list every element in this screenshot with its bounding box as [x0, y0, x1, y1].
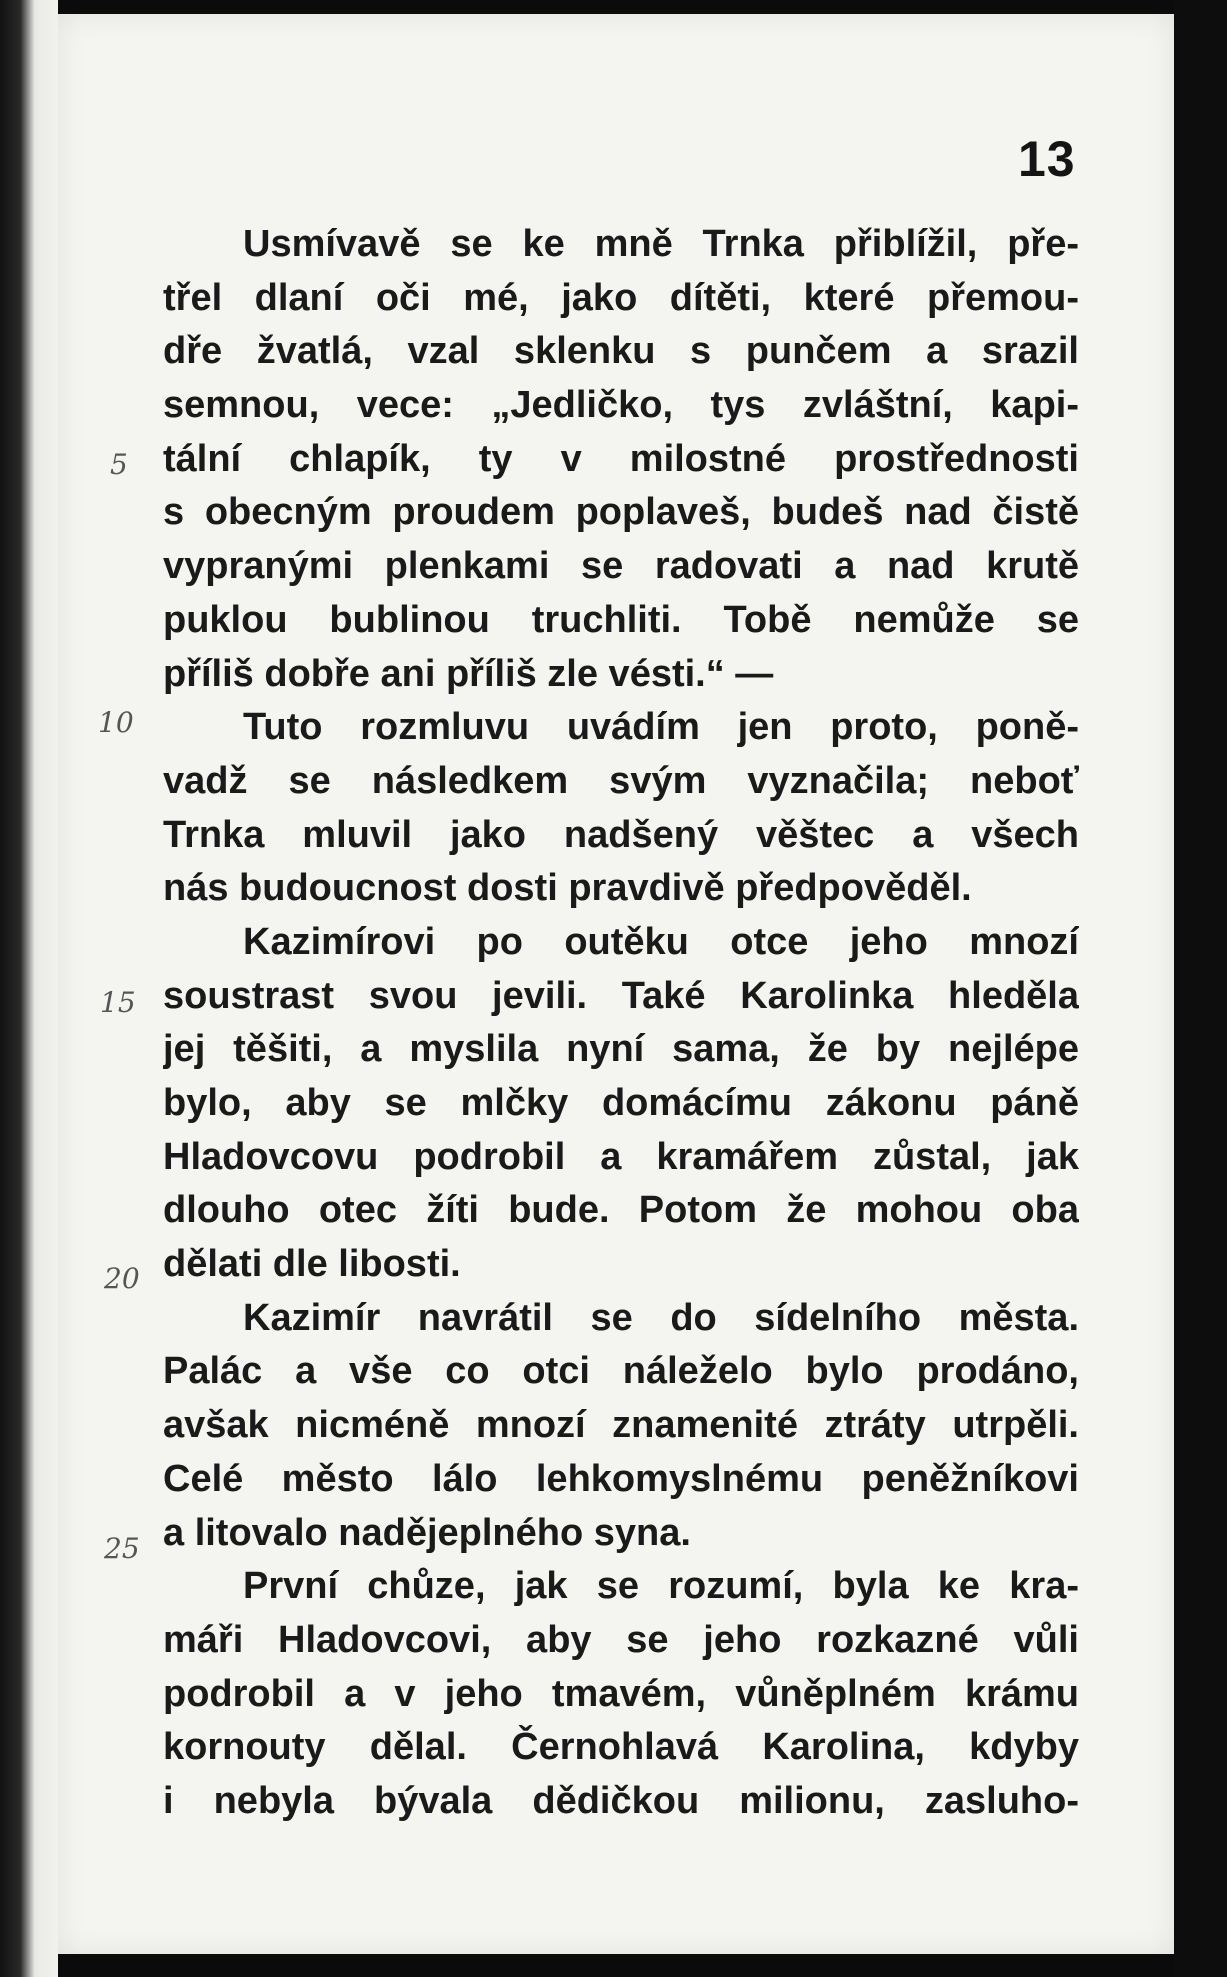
text-line: Celé město lálo lehkomyslnému peněžníkovi: [163, 1457, 1079, 1500]
text-line: dělati dle libosti.: [163, 1243, 461, 1286]
text-line: dlouho otec žíti bude. Potom že mohou oba: [163, 1189, 1079, 1232]
text-line: třel dlaní oči mé, jako dítěti, které přemou-: [163, 276, 1079, 319]
margin-line-number: 15: [100, 986, 136, 1019]
text-line: avšak nicméně mnozí znamenité ztráty utrpěli.: [163, 1404, 1079, 1447]
text-line: bylo, aby se mlčky domácímu zákonu páně: [163, 1082, 1079, 1124]
text-line: máři Hladovcovi, aby se jeho rozkazné vůli: [163, 1618, 1079, 1661]
text-line: příliš dobře ani příliš zle vésti.“ —: [163, 652, 774, 695]
book-spine-shadow: [0, 0, 58, 1977]
text-line: vadž se následkem svým vyznačila; neboť: [163, 759, 1079, 802]
text-line: Kazimír navrátil se do sídelního města.: [243, 1296, 1079, 1339]
text-line: vypranými plenkami se radovati a nad krutě: [163, 545, 1079, 588]
text-line: nás budoucnost dosti pravdivě předpověděl.: [163, 867, 972, 910]
text-line: Trnka mluvil jako nadšený věštec a všech: [163, 813, 1079, 856]
text-line: puklou bublinou truchliti. Tobě nemůže se: [163, 598, 1079, 641]
text-line: a litovalo nadějeplného syna.: [163, 1511, 691, 1554]
page-number: 13: [1018, 131, 1076, 187]
text-line: První chůze, jak se rozumí, byla ke kra-: [243, 1565, 1079, 1608]
body-text: [163, 218, 1079, 1829]
text-line: i nebyla bývala dědičkou milionu, zasluho-: [163, 1779, 1079, 1822]
text-line: Kazimírovi po outěku otce jeho mnozí: [243, 920, 1079, 963]
page-edge-shadow: [1174, 0, 1227, 1977]
text-line: podrobil a v jeho tmavém, vůněplném krámu: [163, 1672, 1079, 1715]
text-line: semnou, vece: „Jedličko, tys zvláštní, kapi-: [163, 384, 1079, 427]
text-line: Hladovcovu podrobil a kramářem zůstal, jak: [163, 1135, 1079, 1178]
text-line: s obecným proudem poplaveš, budeš nad čistě: [163, 491, 1079, 534]
margin-line-number: 20: [104, 1262, 140, 1295]
text-line: Palác a vše co otci náleželo bylo prodáno,: [163, 1350, 1079, 1393]
text-line: Usmívavě se ke mně Trnka přiblížil, pře-: [243, 223, 1079, 265]
text-line: jej těšiti, a myslila nyní sama, že by nejlépe: [163, 1028, 1079, 1071]
text-line: soustrast svou jevili. Také Karolinka hleděla: [163, 974, 1079, 1017]
text-line: Tuto rozmluvu uvádím jen proto, poně-: [243, 706, 1079, 749]
text-line: dře žvatlá, vzal sklenku s punčem a srazil: [163, 330, 1079, 373]
text-line: kornouty dělal. Černohlavá Karolina, kdyby: [163, 1726, 1079, 1769]
margin-line-number: 25: [104, 1532, 140, 1565]
margin-line-number: 10: [98, 706, 134, 739]
text-line: tální chlapík, ty v milostné prostřednosti: [163, 437, 1079, 480]
margin-line-number: 5: [110, 448, 128, 481]
